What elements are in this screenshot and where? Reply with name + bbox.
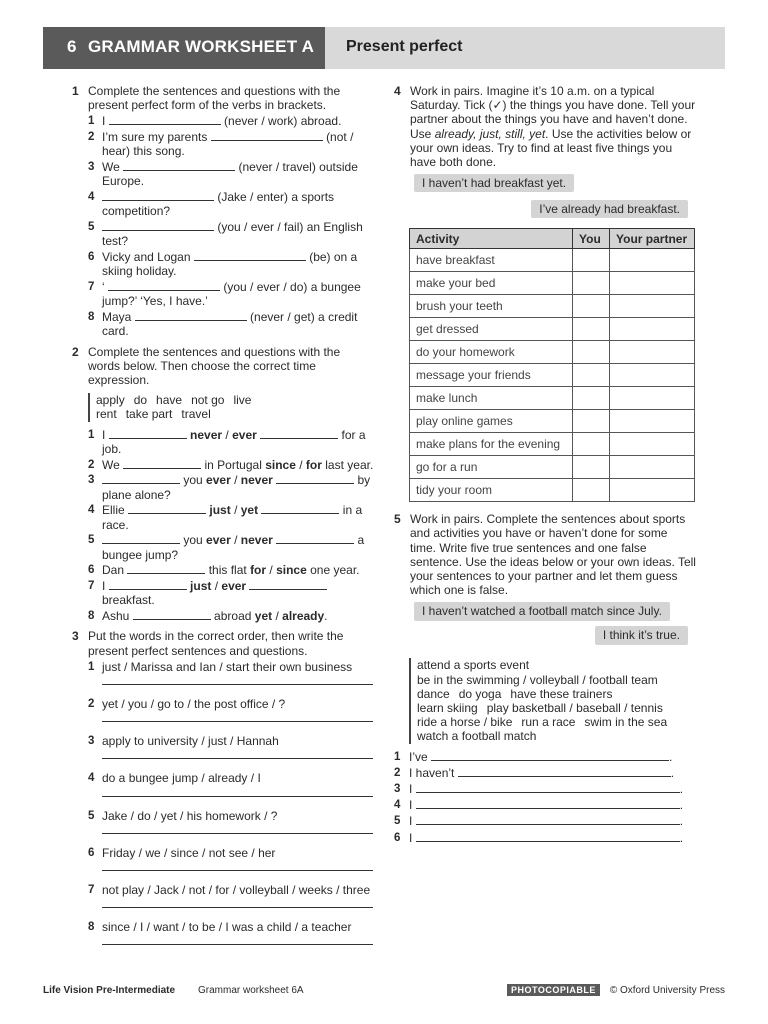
activity-cell: get dressed	[410, 318, 573, 341]
answer-blank[interactable]	[260, 428, 338, 439]
ideas-row	[417, 715, 696, 729]
exercise-3	[72, 629, 374, 945]
item-text: (not / hear) this song.	[102, 130, 354, 159]
item-number: 6	[88, 846, 95, 859]
item-text: in a race.	[102, 503, 363, 532]
item-text: for a job.	[102, 427, 366, 456]
item-text: (be) on a skiing holiday.	[102, 250, 358, 279]
idea-option: run a race	[521, 715, 576, 730]
answer-blank[interactable]	[133, 609, 211, 620]
you-tick-cell[interactable]	[573, 479, 610, 502]
exercise-item	[88, 130, 374, 158]
time-expression[interactable]: already	[282, 609, 325, 624]
line-number: 4	[394, 799, 401, 812]
item-text: /	[234, 533, 238, 548]
prompt-words: not play / Jack / not / for / volleyball / weeks / three	[102, 883, 371, 898]
exercise-item	[88, 809, 374, 823]
exercise-number: 1	[72, 84, 79, 98]
answer-blank[interactable]	[123, 458, 201, 469]
answer-line[interactable]	[102, 796, 373, 797]
topic-title: Present perfect	[346, 38, 463, 55]
table-row	[410, 364, 695, 387]
item-text: .	[324, 609, 328, 624]
exercise-item	[88, 280, 374, 308]
exercise-instruction: Complete the sentences and questions with the words below. Then choose the correct time expression.	[88, 344, 341, 388]
item-number: 1	[88, 428, 95, 441]
idea-option: have these trainers	[510, 686, 613, 701]
time-expression[interactable]: for	[305, 457, 322, 472]
answer-blank[interactable]	[194, 250, 306, 261]
left-column	[72, 84, 374, 957]
time-expression[interactable]: ever	[206, 533, 231, 548]
activity-cell: make plans for the evening	[410, 433, 573, 456]
answer-blank[interactable]	[135, 310, 247, 321]
sentence-start: I	[409, 798, 413, 813]
activity-cell: brush your teeth	[410, 295, 573, 318]
sentence-start: I	[409, 814, 413, 829]
ideas-box	[409, 658, 696, 743]
answer-line[interactable]	[102, 870, 373, 871]
instruction-part: . Use the activities below or your own ideas. Try to find at least five things you have both done.	[410, 126, 692, 170]
speech-bubble-2: I think it’s true.	[595, 626, 688, 644]
item-text: last year.	[325, 457, 374, 472]
exercise-item	[88, 310, 374, 338]
header-partner: Your partner	[610, 229, 695, 249]
item-number: 2	[88, 698, 95, 711]
idea-option: attend a sports event	[417, 658, 530, 673]
exercise-item	[88, 220, 374, 248]
answer-blank[interactable]	[102, 473, 180, 484]
item-number: 2	[88, 131, 95, 144]
right-column	[394, 84, 696, 847]
answer-blank[interactable]	[109, 428, 187, 439]
item-number: 4	[88, 772, 95, 785]
item-text: (never / get) a credit card.	[102, 310, 358, 339]
item-text: Ashu	[102, 609, 130, 624]
exercise-item	[88, 579, 374, 607]
table-row	[410, 318, 695, 341]
item-number: 1	[88, 115, 95, 128]
activity-cell: have breakfast	[410, 249, 573, 272]
you-tick-cell[interactable]	[573, 456, 610, 479]
exercise-item	[88, 533, 374, 561]
item-text: this flat	[208, 563, 247, 578]
item-text: /	[234, 473, 238, 488]
table-row	[410, 295, 695, 318]
time-expression[interactable]: ever	[221, 579, 247, 594]
table-header-row	[410, 229, 695, 249]
you-tick-cell[interactable]	[573, 318, 610, 341]
exercise-2	[72, 345, 374, 624]
writing-line-row: 3 I .	[394, 782, 684, 797]
item-number: 3	[88, 161, 95, 174]
activity-cell: make your bed	[410, 272, 573, 295]
item-text: We	[102, 457, 120, 472]
exercise-item	[88, 503, 374, 531]
word-box	[88, 393, 374, 421]
sentence-start: I	[409, 782, 413, 797]
exercise-1	[72, 84, 374, 339]
answer-blank[interactable]	[128, 503, 206, 514]
answer-blank[interactable]	[108, 280, 220, 291]
item-text: Ellie	[102, 503, 125, 518]
table-body	[410, 249, 695, 502]
time-expression[interactable]: never	[240, 533, 273, 548]
idea-option: ride a horse / bike	[417, 715, 513, 730]
answer-line[interactable]	[102, 833, 373, 834]
exercise-item	[88, 660, 374, 674]
exercise-item	[88, 563, 374, 577]
tick-icon: ✓	[492, 98, 503, 113]
item-text: I	[102, 114, 106, 129]
item-number: 6	[88, 251, 95, 264]
sentence-start: I haven’t	[409, 765, 455, 780]
exercise-instruction	[410, 84, 696, 169]
item-text: (never / work) abroad.	[224, 114, 342, 129]
idea-option: be in the swimming / volleyball / football team	[417, 672, 658, 687]
time-expression[interactable]: never	[240, 473, 273, 488]
header-topic-block	[325, 27, 725, 69]
writing-line-row: 1 I’ve .	[394, 749, 673, 764]
exercise-item	[88, 190, 374, 218]
answer-blank[interactable]	[249, 579, 327, 590]
line-number: 1	[394, 750, 401, 763]
worksheet-header	[43, 27, 725, 69]
instruction-italic: already, just, still, yet	[434, 126, 546, 141]
word-option: travel	[181, 407, 211, 422]
word-option: take part	[125, 407, 173, 422]
speech-bubble-1: I haven’t had breakfast yet.	[414, 174, 574, 192]
idea-option: learn skiing	[417, 701, 478, 716]
ideas-row	[417, 701, 696, 715]
item-number: 4	[88, 504, 95, 517]
exercise-number: 3	[72, 629, 79, 644]
speech-bubble-row	[394, 174, 696, 196]
idea-option: watch a football match	[417, 729, 537, 744]
exercise-item	[88, 920, 374, 934]
item-text: one year.	[310, 563, 360, 578]
writing-lines	[394, 750, 696, 847]
item-number: 5	[88, 809, 95, 822]
table-row	[410, 341, 695, 364]
ideas-row	[417, 729, 696, 743]
you-tick-cell[interactable]	[573, 387, 610, 410]
answer-blank[interactable]	[102, 190, 214, 201]
ideas-row	[417, 673, 696, 687]
item-number: 8	[88, 311, 95, 324]
line-number: 2	[394, 766, 401, 779]
item-text: /	[225, 427, 229, 442]
ideas-row	[417, 687, 696, 701]
activity-cell: do your homework	[410, 341, 573, 364]
prompt-words: do a bungee jump / already / I	[102, 771, 261, 786]
answer-blank[interactable]	[276, 533, 354, 544]
prompt-words: Friday / we / since / not see / her	[102, 845, 276, 860]
prompt-words: apply to university / just / Hannah	[102, 734, 279, 749]
time-expression[interactable]: since	[265, 457, 296, 472]
item-number: 7	[88, 884, 95, 897]
time-expression[interactable]: yet	[254, 609, 273, 624]
table-row	[410, 249, 695, 272]
partner-tick-cell[interactable]	[610, 295, 695, 318]
answer-line[interactable]	[416, 814, 680, 825]
item-number: 7	[88, 281, 95, 294]
item-text: We	[102, 160, 120, 175]
speech-bubble-row	[394, 602, 696, 624]
partner-tick-cell[interactable]	[610, 387, 695, 410]
exercise-item	[88, 697, 374, 711]
answer-blank[interactable]	[127, 563, 205, 574]
item-number: 7	[88, 580, 95, 593]
answer-line[interactable]	[431, 750, 669, 761]
answer-line[interactable]	[416, 798, 680, 809]
item-text: (never / travel) outside Europe.	[102, 160, 358, 189]
exercise-item	[88, 609, 374, 623]
idea-option: dance	[417, 686, 450, 701]
answer-line[interactable]	[416, 831, 680, 842]
line-number: 6	[394, 831, 401, 844]
item-number: 2	[88, 458, 95, 471]
partner-tick-cell[interactable]	[610, 456, 695, 479]
item-number: 4	[88, 191, 95, 204]
item-number: 8	[88, 610, 95, 623]
partner-tick-cell[interactable]	[610, 341, 695, 364]
time-expression[interactable]: just	[190, 579, 212, 594]
answer-blank[interactable]	[211, 130, 323, 141]
exercise-item	[88, 250, 374, 278]
table-row	[410, 433, 695, 456]
book-title: Life Vision Pre-Intermediate	[43, 985, 176, 996]
answer-blank[interactable]	[276, 473, 354, 484]
exercise-items	[88, 428, 374, 624]
partner-tick-cell[interactable]	[610, 410, 695, 433]
you-tick-cell[interactable]	[573, 272, 610, 295]
item-text: /	[234, 503, 238, 518]
you-tick-cell[interactable]	[573, 295, 610, 318]
item-text: I	[102, 427, 106, 442]
sentence-start: I	[409, 830, 413, 845]
speech-bubble-row	[394, 626, 696, 648]
worksheet-title: GRAMMAR WORKSHEET A	[88, 37, 315, 56]
answer-blank[interactable]	[102, 533, 180, 544]
exercise-4	[394, 84, 696, 169]
activity-cell: tidy your room	[410, 479, 573, 502]
speech-bubble-1: I haven’t watched a football match since July.	[414, 602, 670, 620]
exercise-number: 4	[394, 84, 401, 98]
time-expression[interactable]: yet	[240, 503, 259, 518]
idea-option: play basketball / baseball / tennis	[486, 701, 663, 716]
answer-blank[interactable]	[109, 114, 221, 125]
exercise-item	[88, 473, 374, 501]
instruction-part: ) the things you have done. Tell your partner about the things you have and haven’t done. Use	[410, 98, 696, 141]
item-text: /	[299, 457, 303, 472]
exercise-items	[88, 114, 374, 338]
word-option: apply	[96, 393, 125, 408]
table-row	[410, 456, 695, 479]
activity-cell: make lunch	[410, 387, 573, 410]
exercise-item	[88, 160, 374, 188]
answer-line[interactable]	[416, 782, 680, 793]
answer-blank[interactable]	[109, 579, 187, 590]
answer-line[interactable]	[102, 907, 373, 908]
exercise-item	[88, 883, 374, 897]
exercise-items	[88, 660, 374, 946]
time-expression[interactable]: for	[250, 563, 267, 578]
time-expression[interactable]: since	[276, 563, 307, 578]
exercise-item	[88, 771, 374, 785]
partner-tick-cell[interactable]	[610, 318, 695, 341]
answer-blank[interactable]	[123, 160, 235, 171]
item-text: you	[183, 533, 203, 548]
you-tick-cell[interactable]	[573, 341, 610, 364]
item-text: breakfast.	[102, 593, 155, 608]
answer-line[interactable]	[458, 766, 671, 777]
item-text: (you / ever / do) a bungee jump?’ ‘Yes, I have.’	[102, 280, 361, 309]
you-tick-cell[interactable]	[573, 410, 610, 433]
exercise-item	[88, 428, 374, 456]
item-text: by plane alone?	[102, 473, 371, 502]
photocopiable-badge: PHOTOCOPIABLE	[507, 984, 600, 996]
writing-line-row: 2 I haven’t .	[394, 765, 675, 780]
exercise-item	[88, 458, 374, 472]
item-text: a bungee jump?	[102, 533, 365, 562]
item-text: /	[214, 579, 219, 594]
partner-tick-cell[interactable]	[610, 364, 695, 387]
exercise-number: 5	[394, 512, 401, 527]
activity-cell: message your friends	[410, 364, 573, 387]
answer-blank[interactable]	[261, 503, 339, 514]
item-text: in Portugal	[204, 457, 262, 472]
answer-line[interactable]	[102, 684, 373, 685]
exercise-item	[88, 114, 374, 128]
prompt-words: just / Marissa and Ian / start their own business	[102, 659, 353, 674]
item-number: 5	[88, 534, 95, 547]
item-text: /	[275, 609, 279, 624]
worksheet-label: Grammar worksheet 6A	[198, 985, 304, 996]
time-expression[interactable]: ever	[232, 427, 257, 442]
table-row	[410, 387, 695, 410]
item-text: (Jake / enter) a sports competition?	[102, 190, 335, 219]
you-tick-cell[interactable]	[573, 433, 610, 456]
item-text: Dan	[102, 563, 125, 578]
header-activity: Activity	[410, 229, 573, 249]
time-expression[interactable]: never	[190, 427, 223, 442]
item-text: ‘	[102, 280, 105, 295]
item-text: Vicky and Logan	[102, 250, 191, 265]
prompt-words: since / I / want / to be / I was a child / a teacher	[102, 920, 352, 935]
item-text: abroad	[214, 609, 252, 624]
sentence-start: I’ve	[409, 749, 428, 764]
word-option: live	[233, 393, 252, 408]
word-option: do	[133, 393, 148, 408]
table-row	[410, 479, 695, 502]
item-text: (you / ever / fail) an English test?	[102, 220, 363, 249]
line-number: 5	[394, 815, 401, 828]
idea-option: do yoga	[458, 686, 502, 701]
item-number: 6	[88, 564, 95, 577]
item-text: I	[102, 579, 106, 594]
answer-line[interactable]	[102, 944, 373, 945]
instruction-part: Work in pairs. Imagine it’s 10 a.m. on a typical Saturday. Tick (	[410, 84, 655, 113]
item-text: Maya	[102, 310, 132, 325]
item-number: 8	[88, 921, 95, 934]
writing-line-row: 4 I .	[394, 798, 684, 813]
answer-blank[interactable]	[102, 220, 214, 231]
line-number: 3	[394, 783, 401, 796]
you-tick-cell[interactable]	[573, 364, 610, 387]
activity-cell: go for a run	[410, 456, 573, 479]
idea-option: swim in the sea	[584, 715, 668, 730]
partner-tick-cell[interactable]	[610, 272, 695, 295]
prompt-words: yet / you / go to / the post office / ?	[102, 697, 286, 712]
time-expression[interactable]: just	[209, 503, 231, 518]
item-number: 3	[88, 474, 95, 487]
you-tick-cell[interactable]	[573, 249, 610, 272]
table-row	[410, 410, 695, 433]
item-number: 3	[88, 735, 95, 748]
unit-number: 6	[67, 37, 77, 56]
item-text: you	[183, 473, 203, 488]
word-option: rent	[96, 407, 117, 422]
answer-line[interactable]	[102, 721, 373, 722]
speech-bubble-2: I’ve already had breakfast.	[531, 200, 688, 218]
partner-tick-cell[interactable]	[610, 479, 695, 502]
activity-table	[409, 228, 695, 502]
exercise-item	[88, 846, 374, 860]
word-option: have	[156, 393, 183, 408]
time-expression[interactable]: ever	[206, 473, 231, 488]
prompt-words: Jake / do / yet / his homework / ?	[102, 808, 278, 823]
exercise-instruction: Work in pairs. Complete the sentences about sports and activities you have or haven’t done for some time. Write five true sentences and one false sentence. Use the ideas below or your own ideas. Tell your sentences to your partner and let them guess which one is false.	[410, 512, 696, 598]
writing-line-row: 6 I .	[394, 830, 684, 845]
exercise-item	[88, 734, 374, 748]
partner-tick-cell[interactable]	[610, 249, 695, 272]
exercise-number: 2	[72, 344, 79, 359]
activity-cell: play online games	[410, 410, 573, 433]
partner-tick-cell[interactable]	[610, 433, 695, 456]
header-you: You	[573, 229, 610, 249]
publisher-credit: © Oxford University Press	[609, 985, 725, 996]
item-number: 5	[88, 221, 95, 234]
ideas-row	[417, 658, 696, 672]
item-text: /	[269, 563, 273, 578]
item-text: I’m sure my parents	[102, 130, 208, 145]
word-option: not go	[191, 393, 225, 408]
exercise-instruction: Complete the sentences and questions with the present perfect form of the verbs in brackets.	[88, 84, 341, 113]
exercise-5	[394, 512, 696, 597]
table-row	[410, 272, 695, 295]
exercise-instruction: Put the words in the correct order, then write the present perfect sentences and questions.	[88, 629, 344, 658]
header-title-block	[43, 27, 325, 69]
item-number: 1	[88, 660, 95, 673]
speech-bubble-row	[394, 200, 696, 222]
writing-line-row: 5 I .	[394, 814, 684, 829]
answer-line[interactable]	[102, 758, 373, 759]
